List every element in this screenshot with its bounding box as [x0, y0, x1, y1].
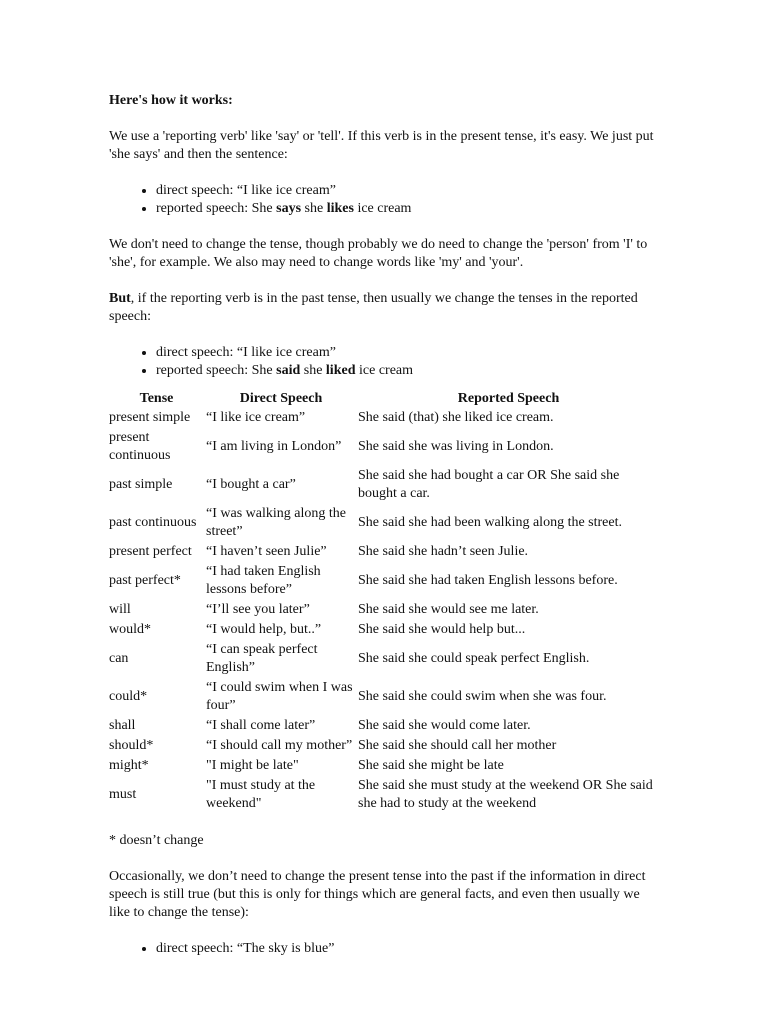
- cell-tense: will: [109, 602, 131, 617]
- table-header-row: [109, 390, 659, 408]
- cell-direct-speech: "I might be late": [206, 758, 299, 773]
- cell-direct-speech: “I like ice cream”: [206, 410, 306, 425]
- cell-reported-speech: She said she would help but...: [358, 622, 526, 637]
- cell-reported-speech: She said she had bought a car OR She said she bought a car.: [358, 468, 620, 501]
- list-item-text: reported speech: She: [156, 201, 277, 216]
- cell-direct-speech: “I’ll see you later”: [206, 602, 310, 617]
- list-item: [156, 200, 659, 218]
- cell-direct-speech: “I should call my mother”: [206, 738, 353, 753]
- paragraph-past: [109, 290, 659, 326]
- cell-direct-speech: “I can speak perfect English”: [206, 642, 318, 675]
- table-row: [109, 466, 659, 504]
- list-item-text: reported speech: She: [156, 363, 277, 378]
- paragraph-text: , if the reporting verb is in the past tense, then usually we change the tenses in the reported speech:: [109, 291, 638, 324]
- example-list-past: [109, 344, 659, 380]
- cell-tense: could*: [109, 689, 148, 704]
- cell-tense: past perfect*: [109, 573, 181, 588]
- table-row: [109, 542, 659, 562]
- table-row: [109, 736, 659, 756]
- column-header-reported: Reported Speech: [457, 391, 560, 406]
- table-row: [109, 678, 659, 716]
- cell-reported-speech: She said she had been walking along the street.: [358, 515, 622, 530]
- cell-reported-speech: She said she was living in London.: [358, 439, 554, 454]
- cell-reported-speech: She said (that) she liked ice cream.: [358, 410, 554, 425]
- list-item: [156, 344, 659, 362]
- table-row: [109, 562, 659, 600]
- bold-verb: said: [276, 363, 301, 378]
- table-row: [109, 756, 659, 776]
- cell-reported-speech: She said she should call her mother: [358, 738, 557, 753]
- example-list-present: [109, 182, 659, 218]
- cell-reported-speech: She said she would see me later.: [358, 602, 539, 617]
- paragraph-intro: We use a 'reporting verb' like 'say' or 'tell'. If this verb is in the present tense, it's easy. We just put 'she says' and then the sentence:: [109, 129, 654, 162]
- tense-table: [109, 390, 659, 814]
- cell-tense: past simple: [109, 477, 173, 492]
- cell-direct-speech: “I haven’t seen Julie”: [206, 544, 327, 559]
- column-header-direct: Direct Speech: [239, 391, 323, 406]
- section-heading: Here's how it works:: [109, 93, 233, 108]
- cell-reported-speech: She said she might be late: [358, 758, 504, 773]
- column-header-tense: Tense: [139, 391, 174, 406]
- list-item: [156, 182, 659, 200]
- cell-reported-speech: She said she had taken English lessons before.: [358, 573, 618, 588]
- cell-direct-speech: “I am living in London”: [206, 439, 342, 454]
- cell-tense: present simple: [109, 410, 191, 425]
- list-item-text: ice cream: [353, 201, 412, 216]
- list-item-text: direct speech: “I like ice cream”: [156, 183, 336, 198]
- cell-direct-speech: “I had taken English lessons before”: [206, 564, 321, 597]
- cell-tense: would*: [109, 622, 151, 637]
- paragraph-person: We don't need to change the tense, though probably we do need to change the 'person' from 'I' to 'she', for example. We also may need to change words like 'my' and 'your'.: [109, 237, 648, 270]
- cell-direct-speech: “I was walking along the street”: [206, 506, 346, 539]
- cell-direct-speech: “I shall come later”: [206, 718, 316, 733]
- table-row: [109, 640, 659, 678]
- bold-verb: says: [276, 201, 302, 216]
- example-list-facts: [109, 940, 659, 958]
- cell-tense: might*: [109, 758, 149, 773]
- cell-reported-speech: She said she could speak perfect English.: [358, 651, 590, 666]
- cell-tense: present continuous: [109, 430, 171, 463]
- cell-direct-speech: “I bought a car”: [206, 477, 296, 492]
- document-content: [109, 92, 659, 958]
- cell-direct-speech: "I must study at the weekend": [206, 778, 316, 811]
- list-item-text: she: [300, 363, 326, 378]
- bold-word: But: [109, 291, 131, 306]
- cell-tense: should*: [109, 738, 154, 753]
- cell-tense: can: [109, 651, 129, 666]
- table-row: [109, 600, 659, 620]
- bold-verb: liked: [325, 363, 356, 378]
- cell-tense: past continuous: [109, 515, 197, 530]
- list-item-text: direct speech: “I like ice cream”: [156, 345, 336, 360]
- list-item-text: direct speech: “The sky is blue”: [156, 941, 335, 956]
- list-item: [156, 940, 659, 958]
- cell-tense: present perfect: [109, 544, 192, 559]
- table-row: [109, 620, 659, 640]
- cell-reported-speech: She said she would come later.: [358, 718, 531, 733]
- table-row: [109, 504, 659, 542]
- cell-reported-speech: She said she hadn’t seen Julie.: [358, 544, 529, 559]
- cell-reported-speech: She said she must study at the weekend OR She said she had to study at the weekend: [358, 778, 653, 811]
- paragraph-general-facts: Occasionally, we don’t need to change the present tense into the past if the information in direct speech is still true (but this is only for things which are general facts, and even then usually we like to change the tense):: [109, 869, 646, 920]
- list-item: [156, 362, 659, 380]
- table-row: [109, 428, 659, 466]
- table-row: [109, 408, 659, 428]
- table-body: [109, 408, 659, 814]
- bold-verb: likes: [326, 201, 354, 216]
- list-item-text: ice cream: [355, 363, 414, 378]
- cell-tense: shall: [109, 718, 136, 733]
- table-row: [109, 716, 659, 736]
- footnote: * doesn’t change: [109, 833, 204, 848]
- table-row: [109, 776, 659, 814]
- list-item-text: she: [301, 201, 327, 216]
- cell-direct-speech: “I could swim when I was four”: [206, 680, 353, 713]
- cell-tense: must: [109, 787, 137, 802]
- cell-direct-speech: “I would help, but..”: [206, 622, 322, 637]
- cell-reported-speech: She said she could swim when she was four.: [358, 689, 607, 704]
